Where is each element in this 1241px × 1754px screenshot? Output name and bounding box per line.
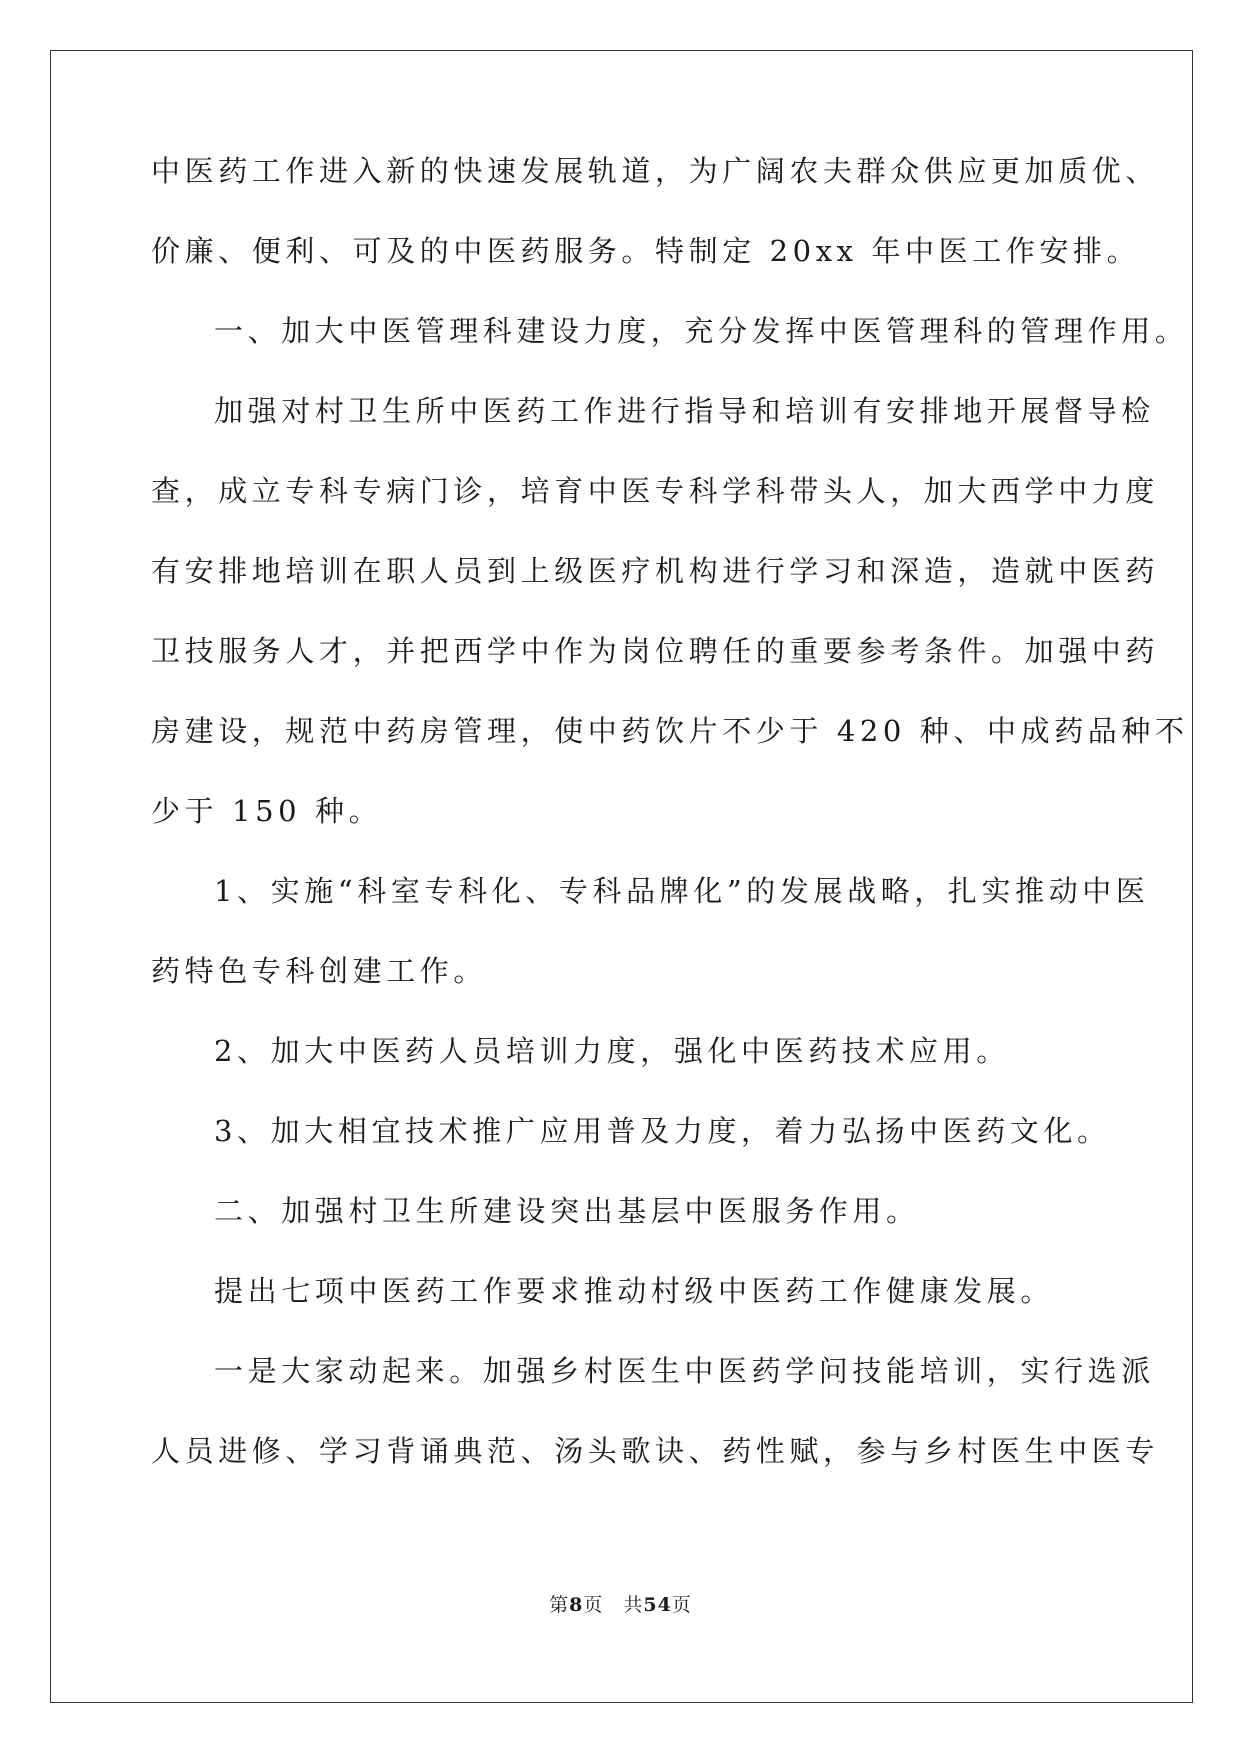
text-line: 提出七项中医药工作要求推动村级中医药工作健康发展。 [214, 1274, 1055, 1308]
text-line: 1、实施“科室专科化、专科品牌化”的发展战略，扎实推动中医 [214, 874, 1150, 908]
footer-prefix: 第 [549, 1594, 570, 1616]
text-line: 卫技服务人才，并把西学中作为岗位聘任的重要参考条件。加强中药 [151, 634, 1160, 668]
text-line: 少于 150 种。 [151, 794, 383, 828]
text-line: 药特色专科创建工作。 [151, 954, 488, 988]
footer-suffix: 页 [671, 1594, 692, 1616]
text-line: 中医药工作进入新的快速发展轨道，为广阔农夫群众供应更加质优、 [151, 154, 1160, 188]
text-line: 3、加大相宜技术推广应用普及力度，着力弘扬中医药文化。 [214, 1114, 1111, 1148]
page-total: 54 [643, 1594, 672, 1616]
text-line: 一、加大中医管理科建设力度，充分发挥中医管理科的管理作用。 [214, 314, 1189, 348]
footer-mid: 页 共 [583, 1594, 644, 1616]
text-line: 二、加强村卫生所建设突出基层中医服务作用。 [214, 1194, 920, 1228]
text-line: 有安排地培训在职人员到上级医疗机构进行学习和深造，造就中医药 [151, 554, 1160, 588]
page-number: 8 [569, 1594, 584, 1616]
text-line: 查，成立专科专病门诊，培育中医专科学科带头人，加大西学中力度 [151, 474, 1160, 508]
text-line: 加强对村卫生所中医药工作进行指导和培训有安排地开展督导检 [214, 394, 1155, 428]
text-line: 一是大家动起来。加强乡村医生中医药学问技能培训，实行选派 [214, 1354, 1155, 1388]
text-line: 人员进修、学习背诵典范、汤头歌诀、药性赋，参与乡村医生中医专 [151, 1434, 1160, 1468]
page-footer [0, 1593, 1241, 1617]
text-line: 2、加大中医药人员培训力度，强化中医药技术应用。 [214, 1034, 1010, 1068]
text-line: 价廉、便利、可及的中医药服务。特制定 20xx 年中医工作安排。 [151, 234, 1141, 268]
text-line: 房建设，规范中药房管理，使中药饮片不少于 420 种、中成药品种不 [151, 714, 1189, 748]
